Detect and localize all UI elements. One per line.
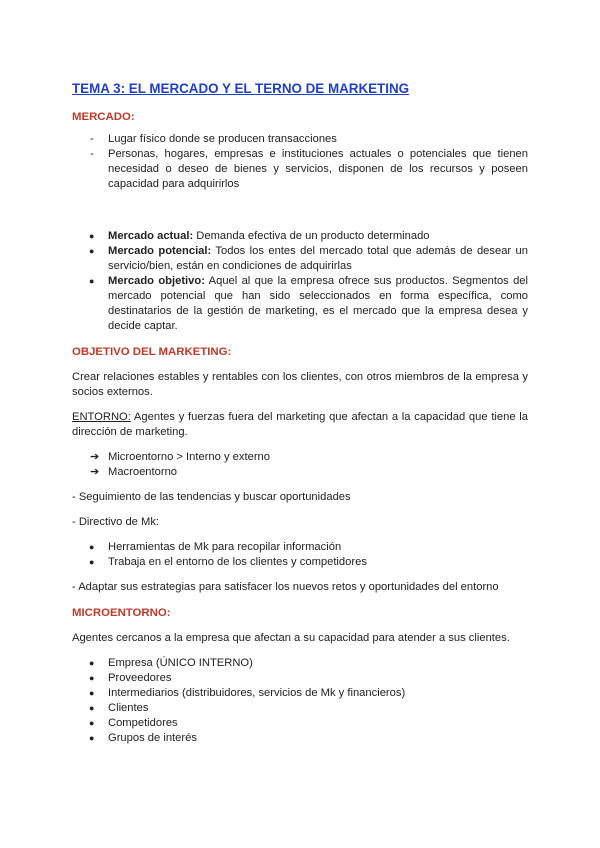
list-item: ● Empresa (ÚNICO INTERNO) [89, 657, 253, 669]
term: Mercado objetivo: [108, 275, 205, 287]
arrow-icon: ➔ [90, 466, 100, 478]
microentorno-paragraph: Agentes cercanos a la empresa que afectan a su capacidad para atender a sus clientes. [72, 632, 510, 644]
list-item: ● Mercado objetivo: Aquel al que la empresa ofrece sus productos. Segmentos del mercado potencial que han sido seleccionados en forma específica, como destinatarios de la gestión de marketing, es el mercado que la empresa desea y decide captar. [89, 275, 529, 332]
term: Mercado potencial: [108, 245, 212, 257]
mercado-types-list [72, 229, 528, 334]
list-item: ● Proveedores [89, 672, 172, 684]
mercado-definition-list [72, 132, 528, 192]
list-item: - Lugar físico donde se producen transacciones [90, 133, 337, 145]
list-item: ➔ Macroentorno [90, 466, 178, 478]
list-item: ● Clientes [89, 702, 149, 714]
term: Mercado actual: [108, 230, 194, 242]
directivo-list [72, 540, 528, 570]
list-item: ● Mercado potencial: Todos los entes del mercado total que además de desear un servicio/bien, están en condiciones de adquirirlas [89, 245, 528, 272]
list-item: ● Grupos de interés [89, 732, 197, 744]
adaptar-line: - Adaptar sus estrategias para satisfacer los nuevos retos y oportunidades del entorno [72, 581, 499, 593]
document-title: TEMA 3: EL MERCADO Y EL TERNO DE MARKETING [72, 81, 410, 96]
entorno-list [72, 450, 528, 480]
seguimiento-line: - Seguimiento de las tendencias y buscar oportunidades [72, 491, 351, 503]
list-item: ● Intermediarios (distribuidores, servicios de Mk y financieros) [89, 687, 406, 699]
list-item: ● Herramientas de Mk para recopilar información [89, 541, 342, 553]
directivo-line: - Directivo de Mk: [72, 516, 160, 528]
list-item: ● Trabaja en el entorno de los clientes y competidores [89, 556, 367, 568]
objetivo-heading: OBJETIVO DEL MARKETING: [72, 346, 232, 358]
arrow-icon: ➔ [90, 451, 100, 463]
list-item: - Personas, hogares, empresas e instituciones actuales o potenciales que tienen necesidad o deseo de bienes y servicios, disponen de los recursos y poseen capacidad para adquirirlos [90, 148, 528, 190]
microentorno-list [72, 656, 528, 746]
entorno-paragraph: ENTORNO: Agentes y fuerzas fuera del marketing que afectan a la capacidad que tiene la dirección de marketing. [72, 411, 528, 438]
list-item: ● Mercado actual: Demanda efectiva de un producto determinado [89, 230, 430, 242]
microentorno-heading: MICROENTORNO: [72, 607, 171, 619]
objetivo-paragraph: Crear relaciones estables y rentables con los clientes, con otros miembros de la empresa y socios externos. [72, 371, 528, 398]
mercado-heading: MERCADO: [72, 111, 135, 123]
document-content [72, 80, 528, 746]
list-item: ● Competidores [89, 717, 178, 729]
list-item: ➔ Microentorno > Interno y externo [90, 451, 270, 463]
entorno-label: ENTORNO: [72, 411, 131, 423]
